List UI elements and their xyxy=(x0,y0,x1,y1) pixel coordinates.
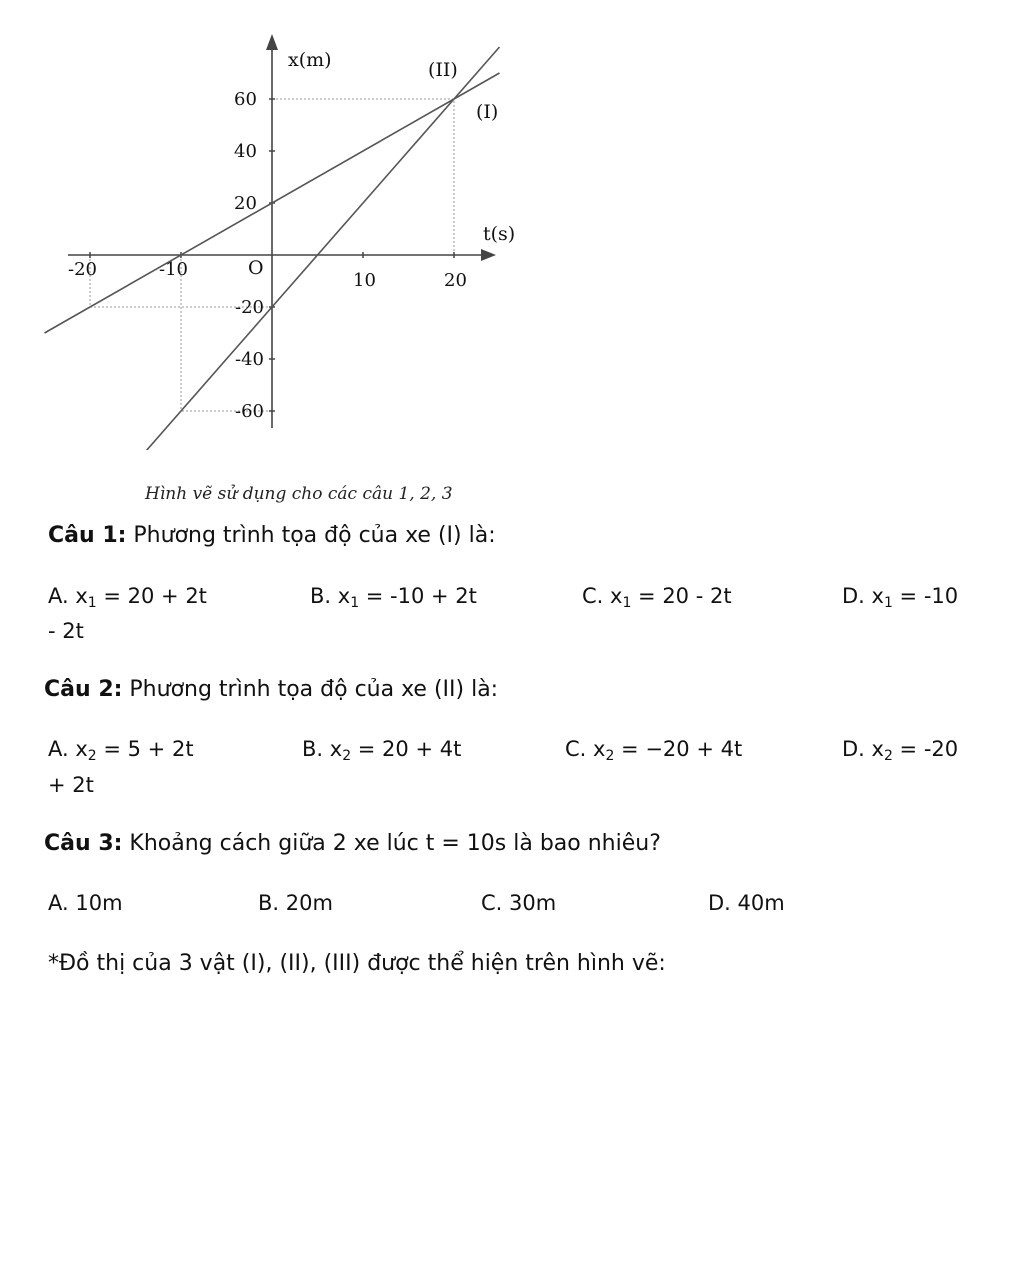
q1-option-a[interactable]: A. $x_1 = 20 + 2t$ xyxy=(48,584,207,611)
figure-caption: Hình vẽ sử dụng cho các câu 1, 2, 3 xyxy=(145,484,453,504)
q3-option-b[interactable]: B. 20m xyxy=(258,891,333,915)
y-axis-label: x(m) xyxy=(288,49,332,71)
q3-option-a[interactable]: A. 10m xyxy=(48,891,123,915)
q1-option-d-continuation: - 2t xyxy=(48,619,84,643)
series-label-II: (II) xyxy=(428,59,458,81)
q2-option-c[interactable]: C. $x_2 = -20 + 4t$ xyxy=(565,737,743,764)
question-2-title xyxy=(44,677,498,702)
y-tick-label: 40 xyxy=(234,141,257,162)
x-tick-label: -10 xyxy=(159,259,188,280)
question-1-title xyxy=(48,523,496,548)
q2-option-b[interactable]: B. $x_2 = 20 + 4t$ xyxy=(302,737,462,764)
q1-option-c[interactable]: C. $x_1 = 20 - 2t$ xyxy=(582,584,732,611)
axes xyxy=(68,34,499,428)
question-2-label: Câu 2: xyxy=(44,677,123,702)
question-3-text: Khoảng cách giữa 2 xe lúc t = 10s là bao nhiêu? xyxy=(122,831,661,856)
question-3-label: Câu 3: xyxy=(44,831,123,856)
q1-option-d[interactable]: D. $x_1 = -10$ xyxy=(842,584,959,611)
question-3-title xyxy=(44,831,661,856)
t-axis-arrow xyxy=(481,249,496,261)
series-label-I: (I) xyxy=(476,101,499,123)
q2-option-d-continuation: + 2t xyxy=(48,773,94,797)
q3-option-d[interactable]: D. 40m xyxy=(708,891,785,915)
q3-option-c[interactable]: C. 30m xyxy=(481,891,557,915)
position-time-graph xyxy=(0,0,560,450)
x-tick-label: 20 xyxy=(444,270,467,291)
y-tick-label: 60 xyxy=(234,89,257,110)
series-line-II xyxy=(145,47,500,450)
question-2-text: Phương trình tọa độ của xe (II) là: xyxy=(122,677,499,702)
x-axis-label: t(s) xyxy=(483,223,516,245)
y-tick-label: -60 xyxy=(235,401,264,422)
origin-label: O xyxy=(248,257,264,279)
y-tick-label: -40 xyxy=(235,349,264,370)
question-1-text: Phương trình tọa độ của xe (I) là: xyxy=(126,523,496,548)
x-axis-arrow xyxy=(266,34,278,50)
y-tick-label: -20 xyxy=(235,297,264,318)
y-tick-label: 20 xyxy=(234,193,257,214)
q2-option-d[interactable]: D. $x_2 = -20$ xyxy=(842,737,959,764)
footer-note: *Đồ thị của 3 vật (I), (II), (III) được thể hiện trên hình vẽ: xyxy=(48,951,666,976)
q2-option-a[interactable]: A. $x_2 = 5 + 2t$ xyxy=(48,737,194,764)
x-tick-label: 10 xyxy=(353,270,376,291)
x-tick-label: -20 xyxy=(68,259,97,280)
q1-option-b[interactable]: B. $x_1 = -10 + 2t$ xyxy=(310,584,477,611)
question-1-label: Câu 1: xyxy=(48,523,127,548)
